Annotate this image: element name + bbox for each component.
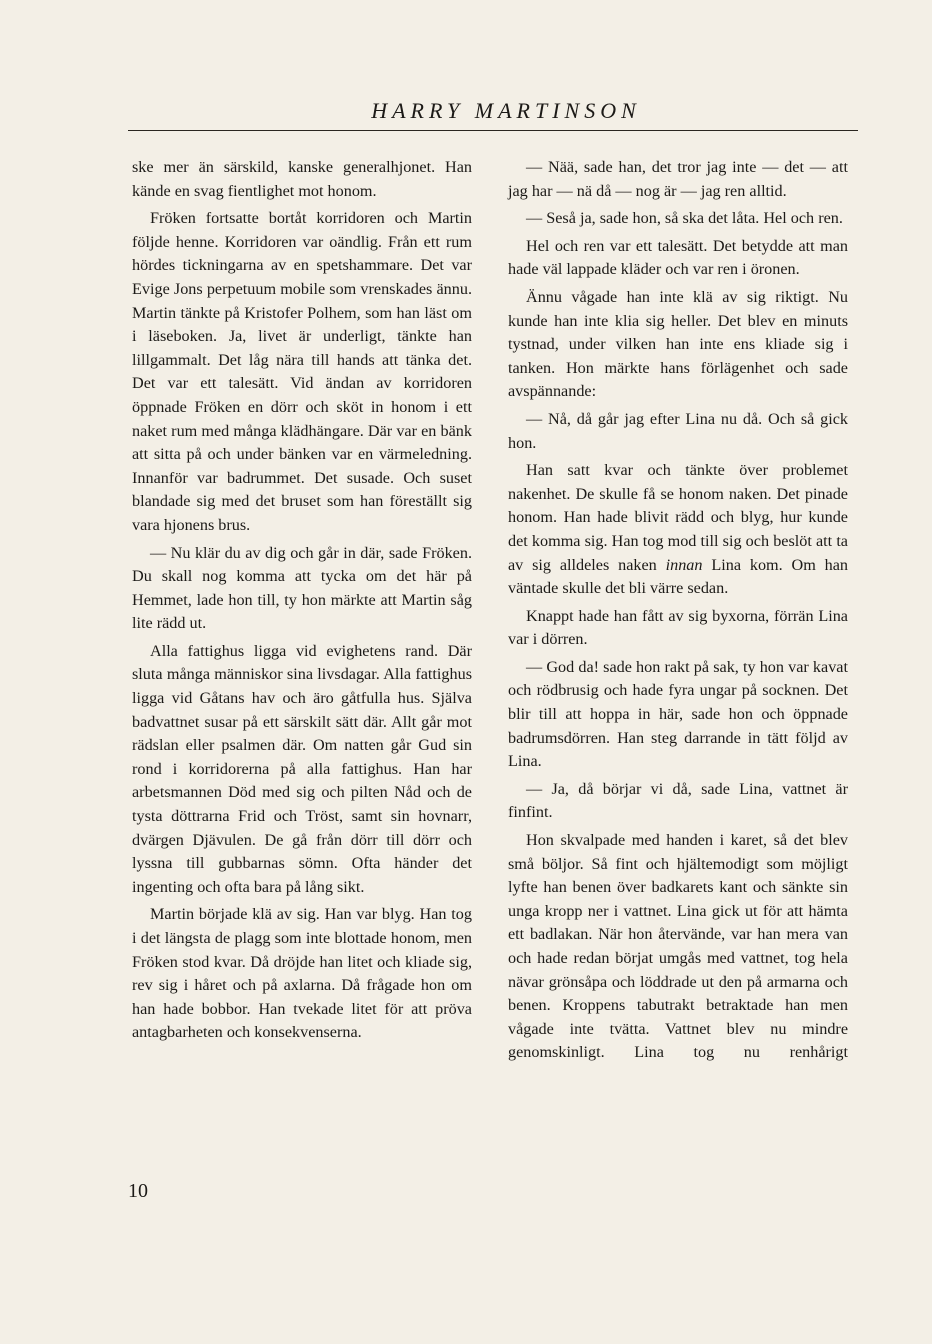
paragraph: — God da! sade hon rakt på sak, ty hon var kavat och rödbrusig och hade fyra ungar på socknen. Det blir till att hoppa in här, sade hon och öppnade badrumsdörren. Han steg darrande in tätt följd av Lina. xyxy=(508,657,848,771)
paragraph: — Nää, sade han, det tror jag inte — det — att jag har — nä då — nog är — jag ren alltid. xyxy=(508,158,848,200)
left-column xyxy=(132,156,472,1049)
paragraph: Knappt hade han fått av sig byxorna, förrän Lina var i dörren. xyxy=(508,606,848,649)
paragraph-text: Han satt kvar och tänkte över problemet nakenhet. De skulle få se honom naken. Det pinade honom. Han hade blivit rädd och blyg, hur kunde det komma sig. Han tog mod till sig och beslöt att ta av sig alldeles naken xyxy=(508,461,848,574)
right-column xyxy=(508,156,848,1069)
paragraph: Hon skvalpade med handen i karet, så det blev små böljor. Så fint och hjältemodigt som möjligt lyfte han benen över badkarets kant och sänkte sin unga kropp ner i vattnet. Lina gick ut för att hämta ett badlakan. När hon återvände, var han mera van och hade redan börjat umgås med vattnet, tog hela nävar grönsåpa och löddrade ut den på armarna och benen. Kroppens tabutrakt betraktade han men vågade inte tvätta. Vattnet blev nu mindre genomskinligt. Lina tog nu renhårigt xyxy=(508,831,848,1062)
paragraph: Alla fattighus ligga vid evighetens rand. Där sluta många människor sina livsdagar. Alla fattighus ligga vid Gåtans hav och äro gåtfulla hus. Själva badvattnet susar på ett särskilt sätt där. Allt går mot rädslan eller psalmen där. Om natten går Gud sin rond i korridorerna på alla fattighus. Han har arbetsmannen Död med sig och pilten Nåd och de tysta döttrarna Frid och Tröst, samt sin hovnarr, dvärgen Djävulen. De gå från dörr till dörr och lyssna till gubbarnas sömn. Ofta händer det ingenting och ofta bara på lång sikt. xyxy=(132,641,472,896)
paragraph: Fröken fortsatte bortåt korridoren och Martin följde henne. Korridoren var oändlig. Från ett rum hördes tickningarna av en spetshammare. Det var Evige Jons perpetuum mobile som vrenskades ännu. Martin tänkte på Kristofer Polhem, som han läst om i läseboken. Ja, livet är underligt, tänkte han lillgammalt. Det låg nära till hands att tänka det. Det var ett talesätt. Vid ändan av korridoren öppnade Fröken en dörr och sköt in honom i ett naket rum med många klädhängare. Där var en bänk att sitta på och under bänken var en värmeledning. Innanför var badrummet. Det susade. Och suset blandade sig med det bruset som han föreställt sig vara hjonens brus. xyxy=(132,209,472,534)
paragraph: Hel och ren var ett talesätt. Det betydde att man hade väl lappade kläder och var ren i öronen. xyxy=(508,236,848,279)
running-header: HARRY MARTINSON xyxy=(371,98,641,123)
paragraph: — Nå, då går jag efter Lina nu då. Och så gick hon. xyxy=(508,409,848,452)
paragraph: — Seså ja, sade hon, så ska det låta. Hel och ren. xyxy=(526,209,843,228)
paragraph: Martin började klä av sig. Han var blyg. Han tog i det längsta de plagg som inte blottade honom, men Fröken stod kvar. Då dröjde han litet och kliade sig, rev sig i håret och på axlarna. Då frågade hon om han hade bobbor. Han tvekade litet för att pröva antagbarheten och konsekvenserna. xyxy=(132,905,472,1042)
header-rule xyxy=(128,130,858,131)
page-number: 10 xyxy=(128,1180,148,1202)
paragraph: ske mer än särskild, kanske generalhjonet. Han kände en svag fientlighet mot honom. xyxy=(132,158,472,200)
paragraph xyxy=(508,459,848,601)
paragraph: — Ja, då börjar vi då, sade Lina, vattnet är finfint. xyxy=(508,779,848,822)
paragraph-text: Lina kom. Om han väntade skulle det bli värre sedan. xyxy=(508,555,849,598)
paragraph: Ännu vågade han inte klä av sig riktigt. Nu kunde han inte klia sig heller. Det blev en minuts tystnad, under vilken han inte ens kliade sig i tanken. Hon märkte hans förlägenhet och sade avspännande: xyxy=(508,287,848,401)
italic-word: innan xyxy=(665,555,703,574)
paragraph: — Nu klär du av dig och går in där, sade Fröken. Du skall nog komma att tycka om det här på Hemmet, lade hon till, ty hon märkte att Martin såg lite rädd ut. xyxy=(132,543,472,633)
